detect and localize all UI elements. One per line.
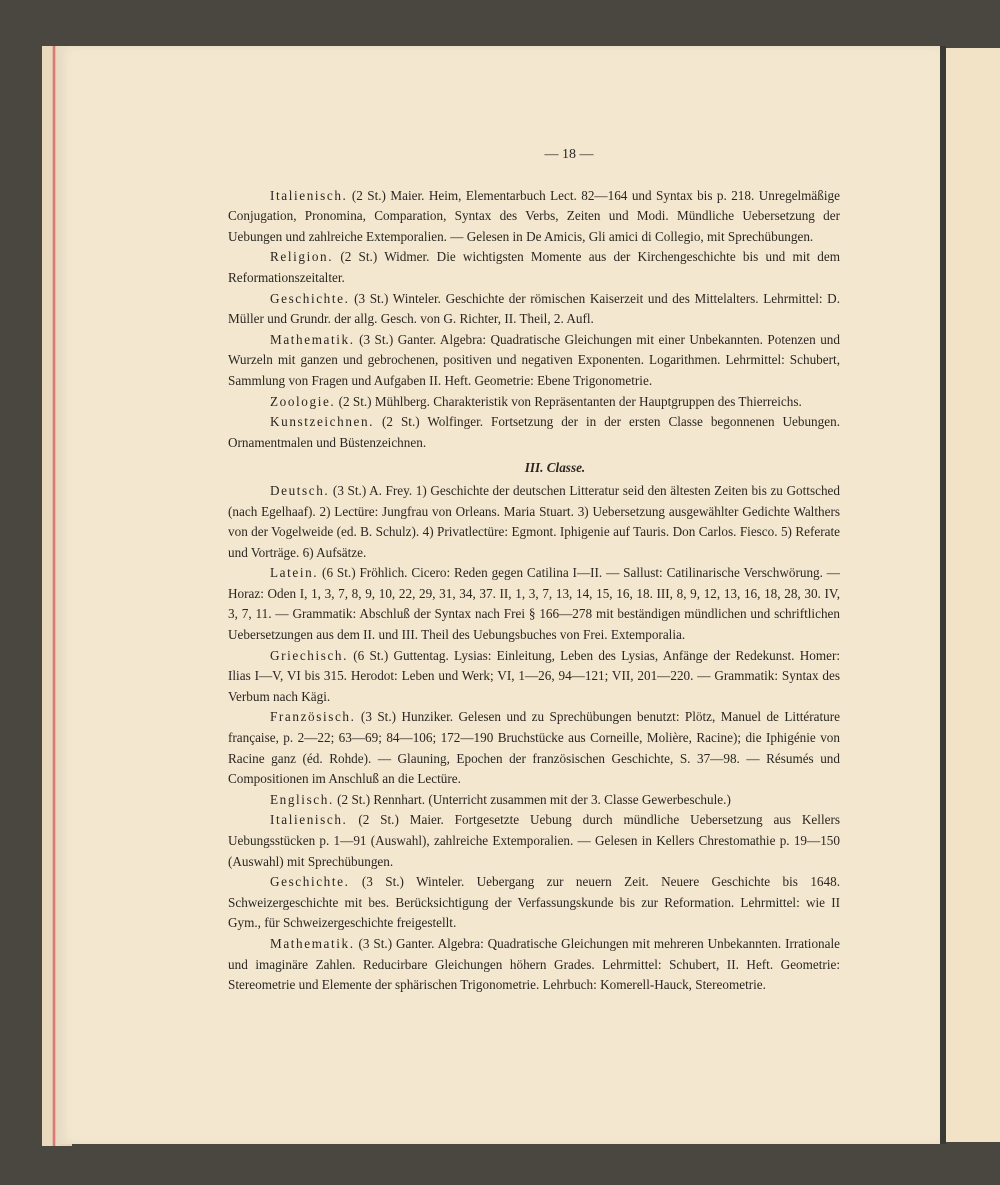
course-description: (2 St.) Mühlberg. Charakteristik von Repräsentanten der Hauptgruppen des Thierreichs. [335, 393, 802, 409]
course-paragraph [228, 934, 840, 996]
subject-name: Mathematik. [270, 935, 355, 951]
course-description: (2 St.) Widmer. Die wichtigsten Momente aus der Kirchengeschichte bis und mit dem Reformationszeitalter. [228, 249, 840, 285]
subject-name: Mathematik. [270, 331, 355, 347]
course-description: (2 St.) Wolfinger. Fortsetzung der in der ersten Classe begonnenen Uebungen. Ornamentmalen und Büstenzeichnen. [228, 414, 840, 450]
course-paragraph [228, 872, 840, 934]
course-description: (6 St.) Fröhlich. Cicero: Reden gegen Catilina I—II. — Sallust: Catilinarische Verschwörung. — Horaz: Oden I, 1, 3, 7, 8, 9, 10, 22, 29, 31, 34, 37. II, 1, 3, 7, 13, 14, 15, 16, 18. III, 8, 9, 12, 13, 16, 18, 28, 30. IV, 3, 7, 11. — Grammatik: Abschluß der Syntax nach Frei § 166—278 mit beständigen mündlichen und schriftlichen Uebersetzungen aus dem II. und III. Theil des Uebungsbuches von Frei. Extemporalia. [228, 565, 840, 643]
course-description: (3 St.) Winteler. Geschichte der römischen Kaiserzeit und des Mittelalters. Lehrmittel: D. Müller und Grundr. der allg. Gesch. von G. Richter, II. Theil, 2. Aufl. [228, 290, 840, 327]
course-description: (3 St.) A. Frey. 1) Geschichte der deutschen Litteratur seid den ältesten Zeiten bis zu Gottsched (nach Egelhaaf). 2) Lectüre: Jungfrau von Orleans. Maria Stuart. 3) Uebersetzung ausgewählter Gedichte Walthers von der Vogelweide (ed. B. Schulz). 4) Privatlectüre: Egmont. Iphigenie auf Tauris. Don Carlos. Fiesco. 5) Referate und Vorträge. 6) Aufsätze. [228, 482, 840, 560]
adjacent-page [946, 48, 1000, 1142]
course-paragraph [228, 790, 840, 811]
subject-name: Geschichte. [270, 290, 350, 306]
course-description: (6 St.) Guttentag. Lysias: Einleitung, Leben des Lysias, Anfänge der Redekunst. Homer: Ilias I—V, VI bis 315. Herodot: Leben und Werk; VI, 1—26, 94—121; VII, 201—220. — Grammatik: Syntax des Verbum nach Kägi. [228, 647, 840, 704]
course-paragraph [228, 289, 840, 330]
subject-name: Religion. [270, 249, 334, 265]
subject-name: Geschichte. [270, 874, 350, 890]
course-description: (2 St.) Maier. Fortgesetzte Uebung durch mündliche Uebersetzung aus Kellers Uebungsstücken p. 1—91 (Auswahl), zahlreiche Extemporalien. — Gelesen in Kellers Chrestomathie p. 19—150 (Auswahl) mit Sprechübungen. [228, 812, 840, 869]
subject-name: Englisch. [270, 791, 334, 807]
subject-name: Italienisch. [270, 187, 348, 203]
course-paragraph [228, 563, 840, 645]
course-paragraph [228, 481, 840, 563]
page-number: — 18 — [544, 147, 594, 162]
course-description: (2 St.) Maier. Heim, Elementarbuch Lect. 82—164 und Syntax bis p. 218. Unregelmäßige Conjugation, Pronomina, Comparation, Syntax des Verbs, Zeiten und Modi. Mündliche Uebersetzung der Uebungen und zahlreiche Extemporalien. — Gelesen in De Amicis, Gli amici di Collegio, mit Sprechübungen. [228, 187, 840, 244]
course-paragraph [228, 186, 840, 248]
course-paragraph [228, 810, 840, 872]
course-paragraph [228, 330, 840, 392]
course-description: (3 St.) Ganter. Algebra: Quadratische Gleichungen mit mehreren Unbekannten. Irrationale und imaginäre Zahlen. Reducirbare Gleichungen höhern Grades. Lehrmittel: Schubert, II. Heft. Geometrie: Stereometrie und Elemente der sphärischen Trigonometrie. Lehrbuch: Komerell-Hauck, Stereometrie. [228, 935, 840, 993]
subject-name: Italienisch. [270, 812, 348, 828]
subject-name: Latein. [270, 565, 319, 581]
course-paragraph [228, 392, 840, 413]
course-paragraph [228, 412, 840, 453]
course-paragraph [228, 646, 840, 708]
subject-name: Französisch. [270, 709, 356, 725]
subject-name: Kunstzeichnen. [270, 414, 375, 430]
page-text [228, 145, 840, 996]
subject-name: Griechisch. [270, 647, 349, 663]
course-paragraph [228, 247, 840, 288]
course-list-class-ii [228, 186, 840, 454]
section-heading: III. Classe. [524, 460, 586, 476]
course-description: (3 St.) Winteler. Uebergang zur neuern Zeit. Neuere Geschichte bis 1648. Schweizergeschichte mit bes. Berücksichtigung der Verfassungskunde bis zur Reformation. Lehrmittel: wie II Gym., für Schweizergeschichte freigestellt. [228, 874, 840, 931]
subject-name: Deutsch. [270, 482, 330, 498]
course-description: (3 St.) Hunziker. Gelesen und zu Sprechübungen benutzt: Plötz, Manuel de Littérature française, p. 2—22; 63—69; 84—106; 172—190 Bruchstücke aus Corneille, Molière, Racine); die Iphigénie von Racine ganz (éd. Rohde). — Glauning, Epochen der französischen Geschichte, S. 37—98. — Résumés und Compositionen im Anschluß an die Lectüre. [228, 709, 840, 787]
subject-name: Zoologie. [270, 393, 336, 409]
course-list-class-iii [228, 481, 840, 996]
course-description: (2 St.) Rennhart. (Unterricht zusammen mit der 3. Classe Gewerbeschule.) [333, 791, 731, 807]
course-description: (3 St.) Ganter. Algebra: Quadratische Gleichungen mit einer Unbekannten. Potenzen und Wurzeln mit ganzen und gebrochenen, positiven und negativen Exponenten. Logarithmen. Lehrmittel: Schubert, Sammlung von Fragen und Aufgaben II. Heft. Geometrie: Ebene Trigonometrie. [228, 331, 840, 388]
course-paragraph [228, 707, 840, 789]
